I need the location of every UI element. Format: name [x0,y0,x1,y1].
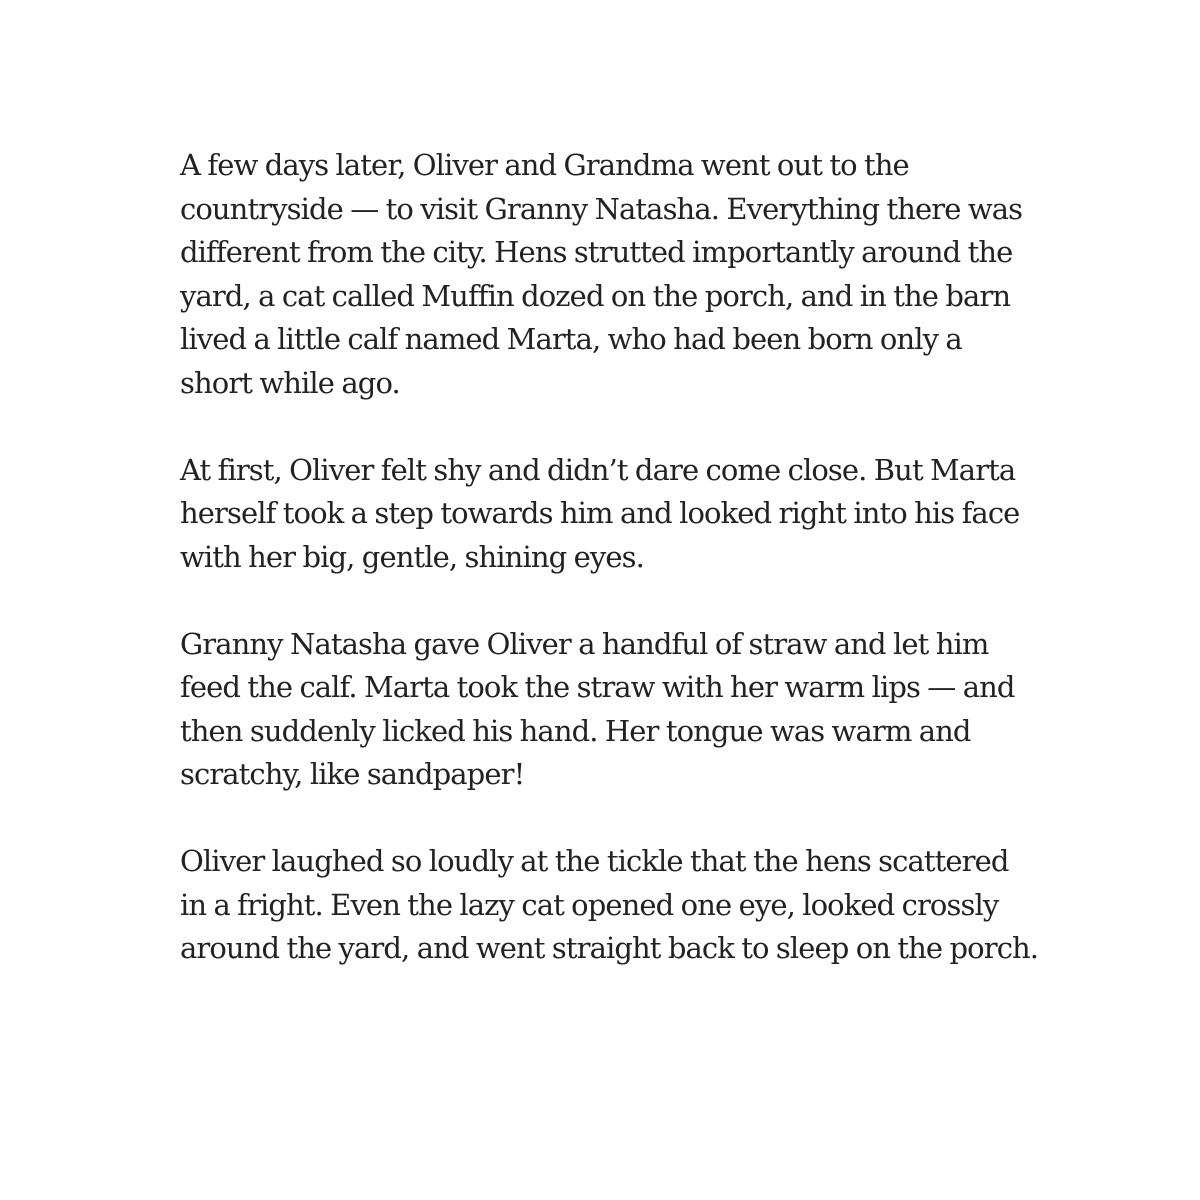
text-line: with her big, gentle, shining eyes. [180,539,644,574]
text-line: then suddenly licked his hand. Her tongue was warm and [180,713,971,748]
text-line: yard, a cat called Muffin dozed on the porch, and in the barn [180,278,1011,313]
paragraph-2 [180,449,1140,580]
text-line: in a fright. Even the lazy cat opened one eye, looked crossly [180,887,999,922]
paragraph-3 [180,623,1140,797]
text-line: around the yard, and went straight back to sleep on the porch. [180,931,1039,965]
text-line: scratchy, like sandpaper! [180,757,525,791]
text-line: Oliver laughed so loudly at the tickle that the hens scattered [180,844,1009,878]
text-line: Granny Natasha gave Oliver a handful of straw and let him [180,626,989,661]
text-line: different from the city. Hens strutted importantly around the [180,235,1013,269]
text-line: A few days later, Oliver and Grandma went out to the [180,148,909,182]
text-line: herself took a step towards him and looked right into his face [180,496,1020,530]
story-text [180,144,1140,971]
text-line: countryside — to visit Granny Natasha. Everything there was [180,191,1023,226]
paragraph-1 [180,144,1140,405]
text-line: feed the calf. Marta took the straw with her warm lips — and [180,670,1015,704]
text-line: At first, Oliver felt shy and didn’t dare come close. But Marta [180,452,1016,487]
text-line: short while ago. [180,365,400,400]
text-line: lived a little calf named Marta, who had been born only a [180,322,962,356]
paragraph-4 [180,840,1140,971]
